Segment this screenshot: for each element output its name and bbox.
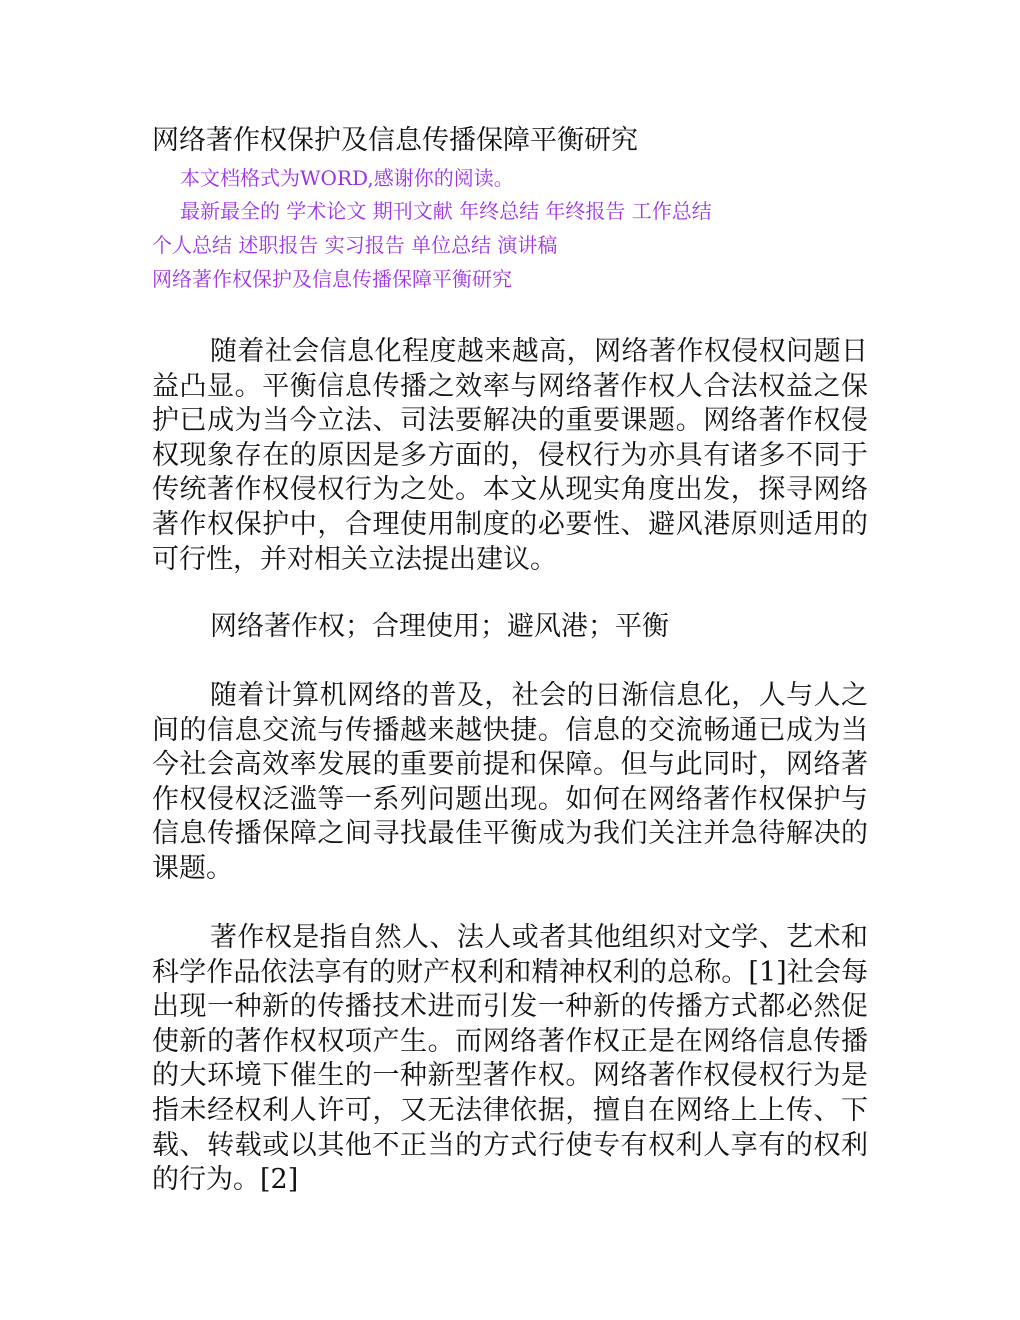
header-format-note: 本文档格式为WORD,感谢你的阅读。 bbox=[180, 166, 514, 190]
header-category-line: 最新最全的 学术论文 期刊文献 年终总结 年终报告 工作总结 bbox=[180, 199, 712, 223]
keywords-paragraph: 网络著作权；合理使用；避风港；平衡 bbox=[210, 611, 669, 642]
body-paragraph: 著作权是指自然人、法人或者其他组织对文学、艺术和科学作品依法享有的财产权利和精神权利的总称。[1]社会每出现一种新的传播技术进而引发一种新的传播方式都必然促使新的著作权权项产生。而网络著作权正是在网络信息传播的大环境下催生的一种新型著作权。网络著作权侵权行为是指未经权利人许可，又无法律依据，擅自在网络上上传、下载、转载或以其他不正当的方式行使专有权利人享有的权利的行为。[2] bbox=[152, 922, 868, 1196]
document-title: 网络著作权保护及信息传播保障平衡研究 bbox=[152, 125, 638, 156]
abstract-paragraph: 随着社会信息化程度越来越高，网络著作权侵权问题日益凸显。平衡信息传播之效率与网络著作权人合法权益之保护已成为当今立法、司法要解决的重要课题。网络著作权侵权现象存在的原因是多方面的，侵权行为亦具有诸多不同于传统著作权侵权行为之处。本文从现实角度出发，探寻网络著作权保护中，合理使用制度的必要性、避风港原则适用的可行性，并对相关立法提出建议。 bbox=[152, 336, 868, 575]
header-title-repeat: 网络著作权保护及信息传播保障平衡研究 bbox=[152, 267, 512, 291]
introduction-paragraph: 随着计算机网络的普及，社会的日渐信息化，人与人之间的信息交流与传播越来越快捷。信息的交流畅通已成为当今社会高效率发展的重要前提和保障。但与此同时，网络著作权侵权泛滥等一系列问题出现。如何在网络著作权保护与信息传播保障之间寻找最佳平衡成为我们关注并急待解决的课题。 bbox=[152, 680, 868, 884]
header-category-line: 个人总结 述职报告 实习报告 单位总结 演讲稿 bbox=[152, 233, 558, 257]
